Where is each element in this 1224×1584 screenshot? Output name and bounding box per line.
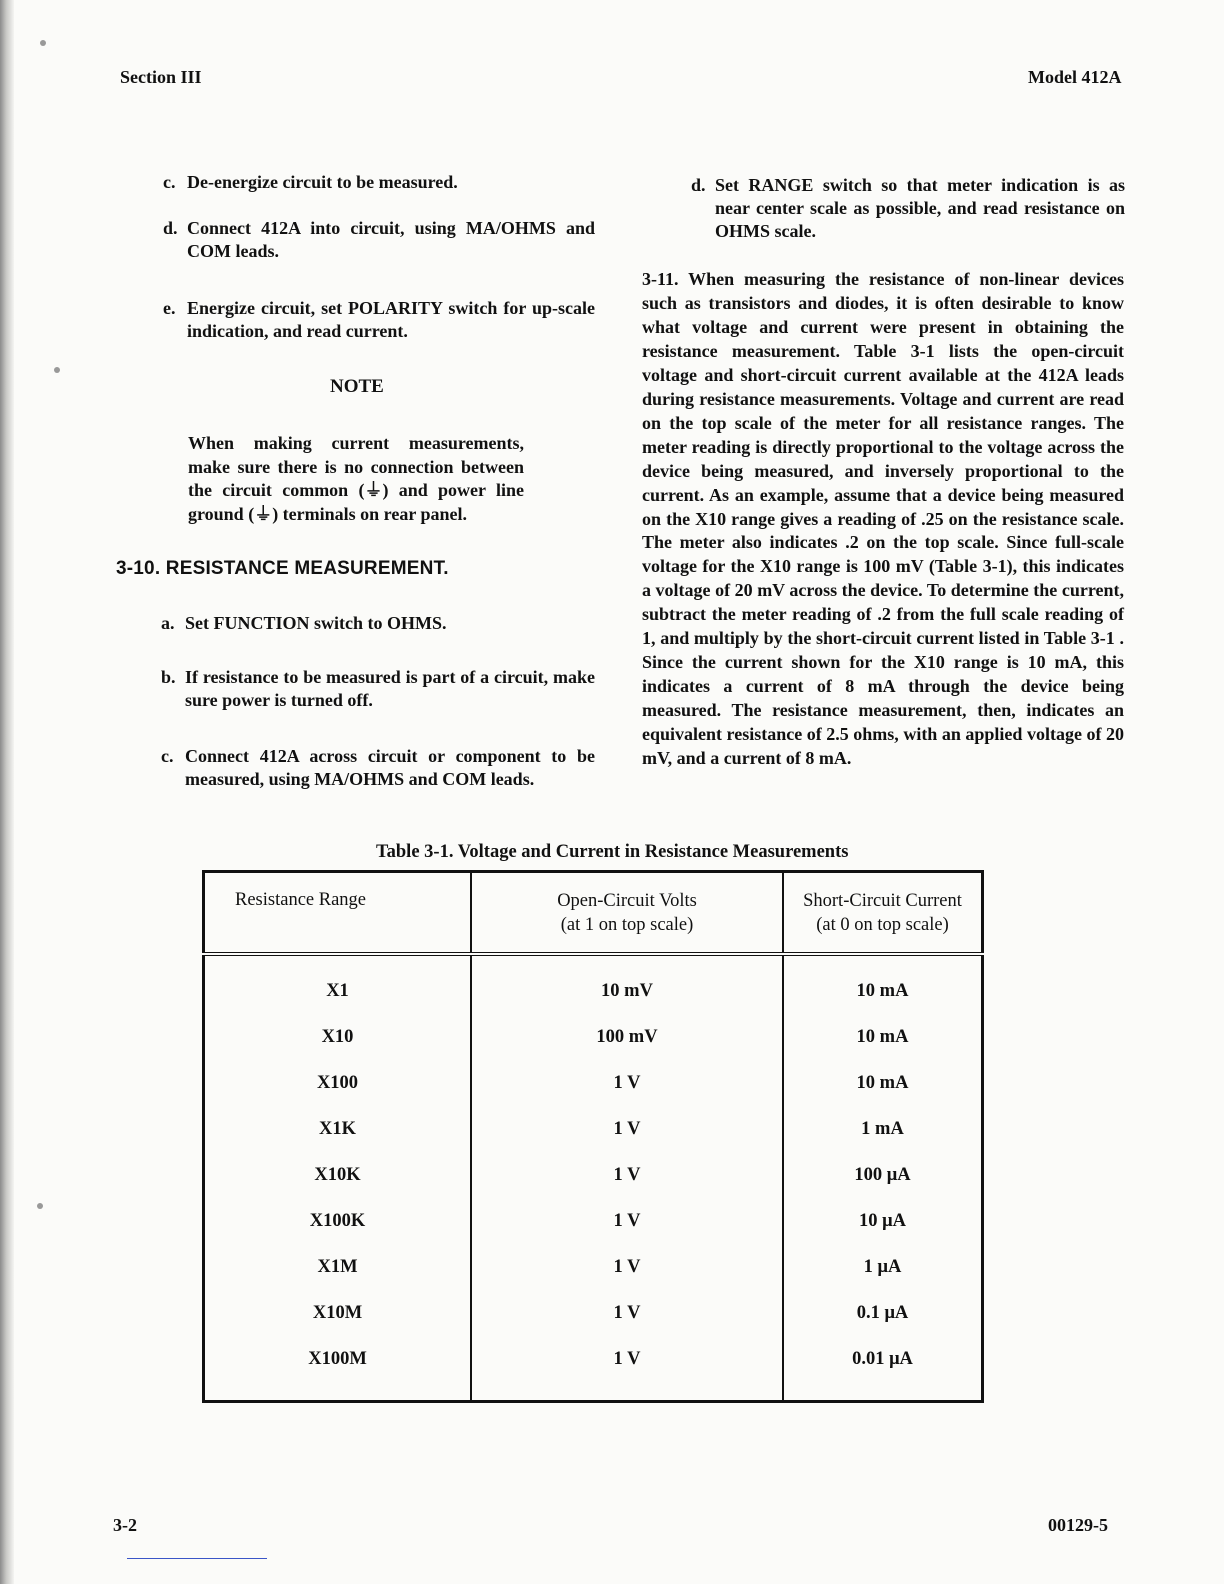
section-heading: 3-10. RESISTANCE MEASUREMENT. — [116, 558, 449, 579]
cell-range: X1K — [204, 1106, 472, 1152]
step-e-energize — [163, 297, 595, 343]
cell-range: X100M — [204, 1336, 472, 1402]
cell-range: X100 — [204, 1060, 472, 1106]
cell-range: X10 — [204, 1014, 472, 1060]
table-row — [204, 1060, 983, 1106]
step-text: Energize circuit, set POLARITY switch for up-scale indication, and read current. — [187, 298, 595, 341]
header-line: Resistance Range — [235, 890, 366, 910]
step-text: If resistance to be measured is part of a circuit, make sure power is turned off. — [185, 667, 595, 710]
step-text: Connect 412A across circuit or component to be measured, using MA/OHMS and COM leads. — [185, 746, 595, 789]
table-header-row — [204, 872, 983, 955]
cell-volts: 1 V — [471, 1152, 783, 1198]
table-row — [204, 1336, 983, 1402]
cell-volts: 1 V — [471, 1244, 783, 1290]
header-line: (at 1 on top scale) — [560, 914, 694, 935]
underline-mark — [127, 1558, 267, 1559]
header-line: Open-Circuit Volts — [557, 890, 697, 911]
punch-hole — [40, 40, 46, 46]
cell-volts: 10 mV — [471, 954, 783, 1014]
step-b-power-off — [161, 666, 595, 712]
resistance-table — [202, 870, 984, 1403]
step-d-range — [691, 174, 1125, 243]
model-label: Model 412A — [1028, 67, 1122, 87]
cell-current: 10 mA — [856, 1072, 909, 1093]
table-row — [204, 954, 983, 1014]
cell-volts: 1 V — [471, 1336, 783, 1402]
cell-current: 10 mA — [856, 1026, 909, 1047]
table-row — [204, 1152, 983, 1198]
cell-range: X10M — [204, 1290, 472, 1336]
cell-current: 10 μA — [859, 1210, 906, 1231]
section-label: Section III — [120, 67, 202, 87]
header-open-circuit-volts — [471, 872, 783, 955]
step-text: De-energize circuit to be measured. — [187, 172, 458, 192]
cell-volts: 1 V — [471, 1290, 783, 1336]
punch-hole — [54, 367, 60, 373]
table-row — [204, 1198, 983, 1244]
note-text: When making current measurements, make sure there is no connection between the circuit common (⏚) and power line ground (⏚) terminals on rear panel. — [188, 433, 524, 525]
table-caption: Table 3-1. Voltage and Current in Resistance Measurements — [376, 842, 849, 862]
cell-range: X1M — [204, 1244, 472, 1290]
cell-current: 0.01 μA — [852, 1348, 913, 1369]
step-label: c. — [161, 746, 174, 766]
document-code: 00129-5 — [1048, 1515, 1108, 1535]
table-row — [204, 1014, 983, 1060]
cell-volts: 1 V — [471, 1106, 783, 1152]
step-label: d. — [691, 175, 706, 195]
step-d-connect — [163, 217, 595, 263]
header-short-circuit-current — [783, 872, 983, 955]
table-row — [204, 1106, 983, 1152]
step-c-connect — [161, 745, 595, 791]
table-row — [204, 1244, 983, 1290]
cell-current: 0.1 μA — [856, 1302, 909, 1323]
note-title: NOTE — [330, 376, 384, 397]
page-number: 3-2 — [113, 1515, 137, 1535]
step-label: b. — [161, 667, 176, 687]
step-a-function — [161, 612, 595, 635]
cell-volts: 1 V — [471, 1198, 783, 1244]
cell-current: 1 mA — [861, 1118, 904, 1139]
table-row — [204, 1290, 983, 1336]
step-text: Set FUNCTION switch to OHMS. — [185, 613, 447, 633]
header-resistance-range — [204, 872, 472, 955]
step-label: c. — [163, 172, 176, 192]
step-text: Connect 412A into circuit, using MA/OHMS and COM leads. — [187, 218, 595, 261]
step-label: a. — [161, 613, 175, 633]
step-label: e. — [163, 298, 176, 318]
header-line: Short-Circuit Current — [803, 890, 962, 911]
cell-volts: 1 V — [471, 1060, 783, 1106]
cell-range: X10K — [204, 1152, 472, 1198]
cell-current: 10 mA — [856, 980, 909, 1001]
step-text: Set RANGE switch so that meter indication is as near center scale as possible, and read resistance on OHMS scale. — [715, 175, 1125, 241]
page-binding-edge — [0, 0, 14, 1584]
cell-volts: 100 mV — [471, 1014, 783, 1060]
step-label: d. — [163, 218, 178, 238]
paragraph-3-11: 3-11. When measuring the resistance of non-linear devices such as transistors and diodes, it is often desirable to know what voltage and current were present in obtaining the resistance measurement. Table 3-1 lists the open-circuit voltage and short-circuit current available at the 412A leads during resistance measurements. Voltage and current are read on the top scale of the meter for all resistance ranges. The meter reading is directly proportional to the voltage across the device being measured, and inversely proportional to the current. As an example, assume that a device being measured on the X10 range gives a reading of .25 on the resistance scale. The meter also indicates .2 on the top scale. Since full-scale voltage for the X10 range is 100 mV (Table 3-1), this indicates a voltage of 20 mV across the device. To determine the current, subtract the meter reading of .2 from the full scale reading of 1, and multiply by the short-circuit current listed in Table 3-1 . Since the current shown for the X10 range is 10 mA, this indicates a current of 8 mA through the device being measured. The resistance measurement, then, indicates an equivalent resistance of 2.5 ohms, with an applied voltage of 20 mV, and a current of 8 mA. — [642, 269, 1124, 769]
cell-range: X1 — [204, 954, 472, 1014]
step-c-deenergize — [163, 171, 595, 194]
punch-hole — [37, 1203, 43, 1209]
header-line: (at 0 on top scale) — [816, 914, 949, 935]
cell-current: 100 μA — [854, 1164, 911, 1185]
cell-current: 1 μA — [863, 1256, 902, 1277]
cell-range: X100K — [204, 1198, 472, 1244]
